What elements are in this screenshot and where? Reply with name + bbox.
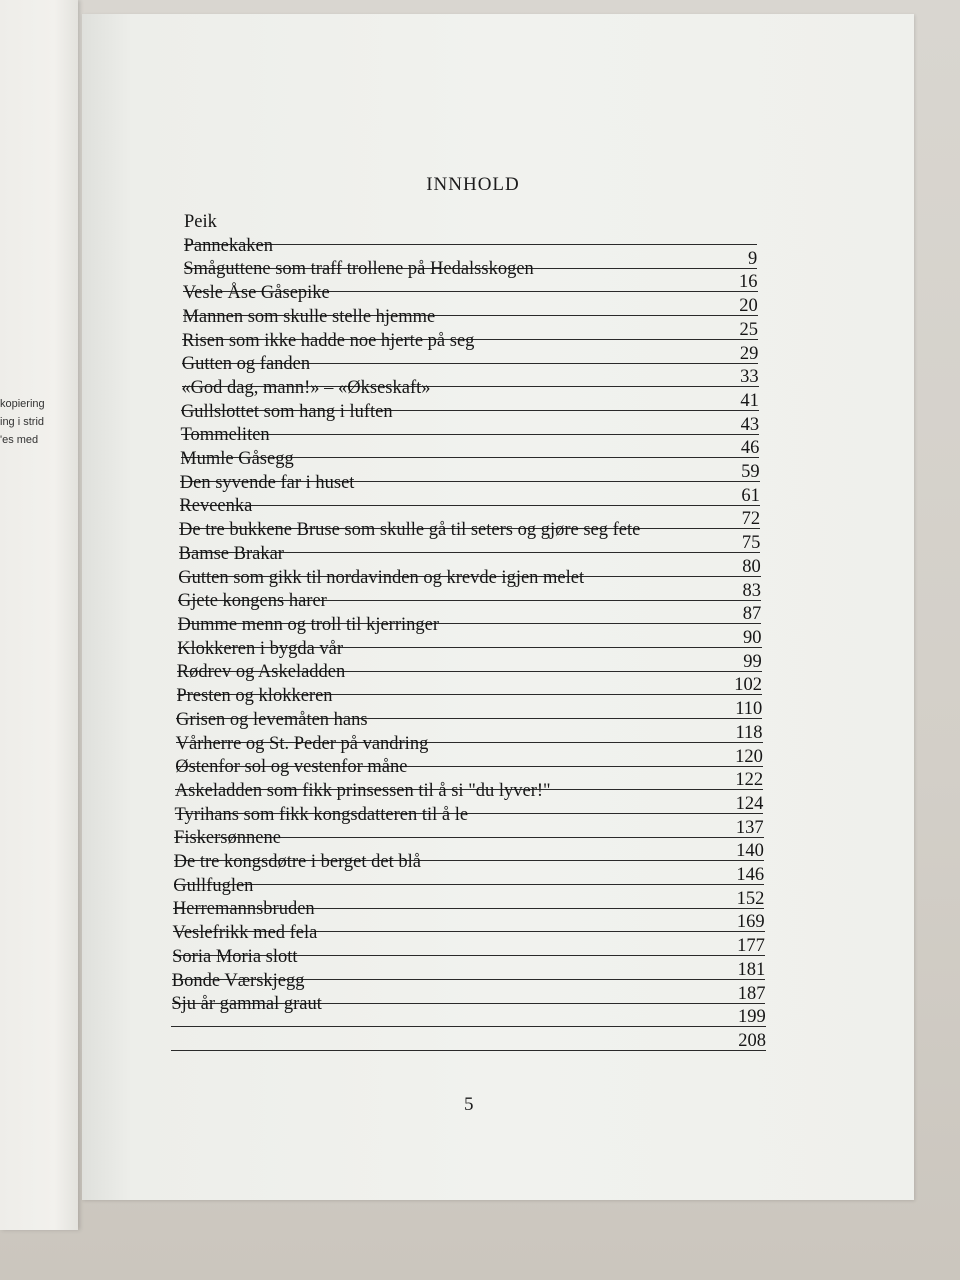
toc-entry-page-number: 152 xyxy=(736,888,765,909)
toc-entry-title: Tommeliten xyxy=(180,425,270,446)
toc-entry-title: Mannen som skulle stelle hjemme xyxy=(182,306,436,327)
toc-entry-page-number: 187 xyxy=(737,983,766,1004)
toc-entry-title: Askeladden som fikk prinsessen til å si "du lyver!" xyxy=(174,780,551,801)
toc-entry-page-number: 9 xyxy=(748,248,758,269)
toc-entry-title: Mumle Gåsegg xyxy=(180,449,294,470)
toc-entry-page-number: 181 xyxy=(737,959,766,980)
left-page-text-line: 'es med xyxy=(0,434,39,446)
toc-entry-page-number: 102 xyxy=(734,675,763,696)
toc-entry-title: De tre kongsdøtre i berget det blå xyxy=(173,852,421,873)
left-page xyxy=(0,0,78,1230)
toc-entry-page-number: 146 xyxy=(736,865,765,886)
book-page xyxy=(82,14,914,1200)
toc-entry-page-number: 72 xyxy=(741,509,761,530)
toc-entry xyxy=(171,1028,766,1051)
toc-entry-title: Risen som ikke hadde noe hjerte på seg xyxy=(182,330,475,351)
toc-entry-page-number: 16 xyxy=(739,272,758,293)
toc-entry-page-number: 59 xyxy=(741,462,760,483)
toc-entry-title: Den syvende far i huset xyxy=(179,472,355,493)
toc-entry-title: Soria Moria slott xyxy=(172,946,298,967)
toc-entry-page-number: 87 xyxy=(742,604,762,625)
toc-entry-page-number: 177 xyxy=(737,936,765,957)
toc-entry-title: «God dag, mann!» – «Økseskaft» xyxy=(181,377,431,398)
toc-entry-page-number: 124 xyxy=(735,793,764,814)
toc-entry-page-number: 43 xyxy=(740,414,760,435)
toc-entry-page-number: 46 xyxy=(740,438,760,459)
toc-entry-page-number: 99 xyxy=(743,651,762,672)
toc-entry-title: Bonde Værskjegg xyxy=(171,970,305,991)
toc-entry-title: Klokkeren i bygda vår xyxy=(177,638,344,659)
toc-entry-title: Vårherre og St. Peder på vandring xyxy=(175,733,429,754)
toc-entry-title: Gjete kongens harer xyxy=(177,591,327,612)
toc-entry-page-number: 20 xyxy=(739,296,758,317)
toc-entry-title: Gullfuglen xyxy=(173,875,254,896)
toc-entry-title: Småguttene som traff trollene på Hedalsskogen xyxy=(183,259,534,280)
toc-entry-page-number: 75 xyxy=(741,533,761,554)
toc-list xyxy=(82,14,914,1200)
toc-entry-title: Gullslottet som hang i luften xyxy=(180,401,393,422)
toc-entry-title: Sju år gammal graut xyxy=(171,994,322,1015)
page-number: 5 xyxy=(464,1094,474,1115)
toc-entry-page-number: 120 xyxy=(735,746,763,767)
toc-entry-page-number: 137 xyxy=(735,817,764,838)
toc-heading: INNHOLD xyxy=(426,174,520,195)
toc-entry xyxy=(171,994,766,1028)
toc-entry-page-number: 199 xyxy=(737,1007,766,1028)
toc-entry-page-number: 169 xyxy=(736,912,765,933)
toc-entry-title: Rødrev og Askeladden xyxy=(176,662,346,683)
toc-entry-title: Dumme menn og troll til kjerringer xyxy=(177,615,440,635)
toc-entry-title: Bamse Brakar xyxy=(178,543,284,564)
toc-entry-page-number: 80 xyxy=(742,556,761,577)
toc-entry-title: Gutten og fanden xyxy=(181,354,311,375)
toc-entry-title: Vesle Åse Gåsepike xyxy=(182,283,330,304)
toc-entry-title: Pannekaken xyxy=(183,235,273,256)
toc-entry-title: Veslefrikk med fela xyxy=(172,923,318,944)
toc-entry-page-number: 110 xyxy=(735,699,763,720)
toc-entry-title: Grisen og levemåten hans xyxy=(175,709,368,730)
toc-entry-page-number: 61 xyxy=(741,485,760,506)
toc-entry-title: Tyrihans som fikk kongsdatteren til å le xyxy=(174,804,469,825)
toc-entry-page-number: 33 xyxy=(740,367,759,388)
toc-entry-title: Østenfor sol og vestenfor måne xyxy=(175,757,408,778)
toc-entry-page-number: 29 xyxy=(739,343,759,364)
left-page-text-line: kopiering xyxy=(0,398,45,410)
toc-entry-page-number: 83 xyxy=(742,580,761,601)
toc-entry-title: De tre bukkene Bruse som skulle gå til seters og gjøre seg fete xyxy=(179,520,641,541)
toc-entry-page-number: 118 xyxy=(735,722,763,743)
toc-entry-page-number: 25 xyxy=(739,319,759,340)
toc-entry-page-number: 122 xyxy=(735,770,764,791)
toc-entry-title: Reveenka xyxy=(179,496,253,517)
toc-entry-page-number: 90 xyxy=(743,628,762,648)
toc-entry-page-number: 41 xyxy=(740,390,759,411)
toc-entry-title: Gutten som gikk til nordavinden og krevde igjen melet xyxy=(178,567,585,588)
toc-entry-page-number: 140 xyxy=(736,841,764,862)
toc-entry-title: Presten og klokkeren xyxy=(176,686,333,707)
toc-entry-title: Peik xyxy=(184,212,217,232)
toc-entry-title: Fiskersønnene xyxy=(174,828,281,849)
left-page-text-line: ing i strid xyxy=(0,416,45,428)
toc-entry-title: Herremannsbruden xyxy=(172,899,315,920)
toc-entry-page-number: 208 xyxy=(738,1031,766,1051)
